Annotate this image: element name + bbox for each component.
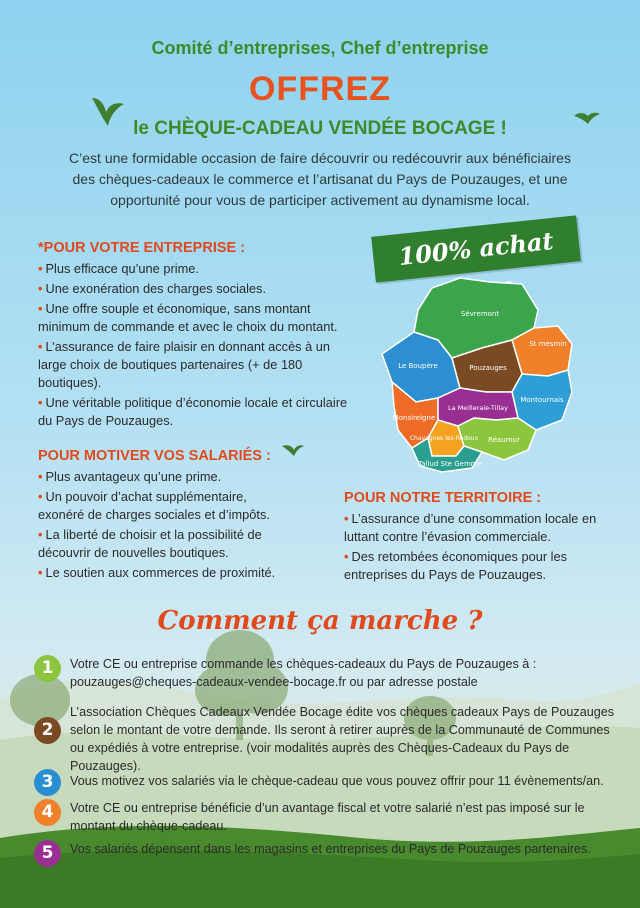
step-text: Vos salariés dépensent dans les magasins et entreprises du Pays de Pouzauges partenaires. xyxy=(70,842,591,856)
list-item: • La liberté de choisir et la possibilité de découvrir de nouvelles boutiques. xyxy=(38,527,262,560)
map-label-chavagnes: Chavagnes les-Redoux xyxy=(409,435,479,442)
list-item: • Un pouvoir d’achat supplémentaire, exonéré de charges sociales et d’impôts. xyxy=(38,489,270,522)
list-item: • Une véritable politique d’économie locale et circulaire du Pays de Pouzauges. xyxy=(38,395,348,428)
step-number: 2 xyxy=(34,717,61,744)
step-text: Votre CE ou entreprise bénéficie d’un avantage fiscal et votre salarié n’est pas imposé sur le montant du chèque-cadeau. xyxy=(70,801,585,833)
list-item: • L’assurance de faire plaisir en donnant accès à un large choix de boutiques partenaires (+ de 180 boutiques). xyxy=(38,339,331,390)
how-it-works-title: Comment ça marche ? xyxy=(157,606,483,636)
section-title: POUR MOTIVER VOS SALARIÉS : xyxy=(38,448,271,464)
step-number: 1 xyxy=(34,655,61,682)
subtitle: le CHÈQUE-CADEAU VENDÉE BOCAGE ! xyxy=(133,118,507,139)
section-title: POUR NOTRE TERRITOIRE : xyxy=(344,490,542,506)
list-item: • Des retombées économiques pour les entreprises du Pays de Pouzauges. xyxy=(344,549,568,582)
step-number: 5 xyxy=(34,840,61,867)
section-title: *POUR VOTRE ENTREPRISE : xyxy=(38,240,246,256)
step-text: Votre CE ou entreprise commande les chèques-cadeaux du Pays de Pouzauges à : pouzauges@cheques-cadeaux-vendee-bocage.fr ou par adresse postale xyxy=(70,657,537,689)
map-label-le-boupere: Le Boupère xyxy=(398,362,438,370)
step-text: L’association Chèques Cadeaux Vendée Bocage édite vos chèques cadeaux Pays de Pouzauges selon le montant de votre demande. Ils seront à retirer auprès de la Communauté de Communes ou expédiés à votre entreprise. (voir modalités auprès des Chèques-Cadeaux du Pays de Pouzauges). xyxy=(70,705,615,773)
list-item: • L’assurance d’une consommation locale en luttant contre l’évasion commerciale. xyxy=(344,511,597,544)
headline: OFFREZ xyxy=(249,70,391,108)
map-label-montournais: Montournais xyxy=(520,396,564,404)
map-label-sevremont: Sèvremont xyxy=(460,310,500,318)
territoire-list xyxy=(344,510,626,584)
map-label-monsireigne: Monsireigne xyxy=(392,414,436,422)
step-4 xyxy=(34,799,624,837)
step-number: 4 xyxy=(34,799,61,826)
map-label-st-mesmin: St mesmin xyxy=(529,340,567,348)
salaries-list xyxy=(38,468,278,582)
kicker-title: Comité d’entreprises, Chef d’entreprise xyxy=(151,38,489,58)
section-entreprise xyxy=(38,240,348,432)
intro-text: C’est une formidable occasion de faire découvrir ou redécouvrir aux bénéficiaires des chèques-cadeaux le commerce et l’artisanat du Pays de Pouzauges, et une opportunité pour vous de participer activement au dynamisme local. xyxy=(69,150,571,208)
step-5 xyxy=(34,840,624,880)
list-item: • Plus efficace qu’une prime. xyxy=(38,261,199,276)
list-item: • Le soutien aux commerces de proximité. xyxy=(38,565,276,580)
step-1 xyxy=(34,655,624,695)
list-item: • Une exonération des charges sociales. xyxy=(38,281,267,296)
map-label-pouzauges: Pouzauges xyxy=(469,364,507,372)
step-text: Vous motivez vos salariés via le chèque-cadeau que vous pouvez offrir pour 11 évènements/an. xyxy=(70,774,604,788)
list-item: • Plus avantageux qu’une prime. xyxy=(38,469,222,484)
map-label-tallud: Tallud Ste Gemme xyxy=(418,460,482,468)
map-label-reaumur: Réaumur xyxy=(488,436,520,444)
step-number: 3 xyxy=(34,769,61,796)
achat-local-banner: 100% achat xyxy=(371,215,581,282)
section-territoire xyxy=(344,490,626,586)
entreprise-list xyxy=(38,260,348,430)
list-item: • Une offre souple et économique, sans montant minimum de commande et avec le choix du montant. xyxy=(38,301,338,334)
map-label-meilleraie: La Meilleraie-Tillay xyxy=(448,404,508,412)
territory-map xyxy=(372,270,577,475)
step-3 xyxy=(34,769,624,791)
section-salaries xyxy=(38,448,278,584)
step-2 xyxy=(34,703,624,773)
